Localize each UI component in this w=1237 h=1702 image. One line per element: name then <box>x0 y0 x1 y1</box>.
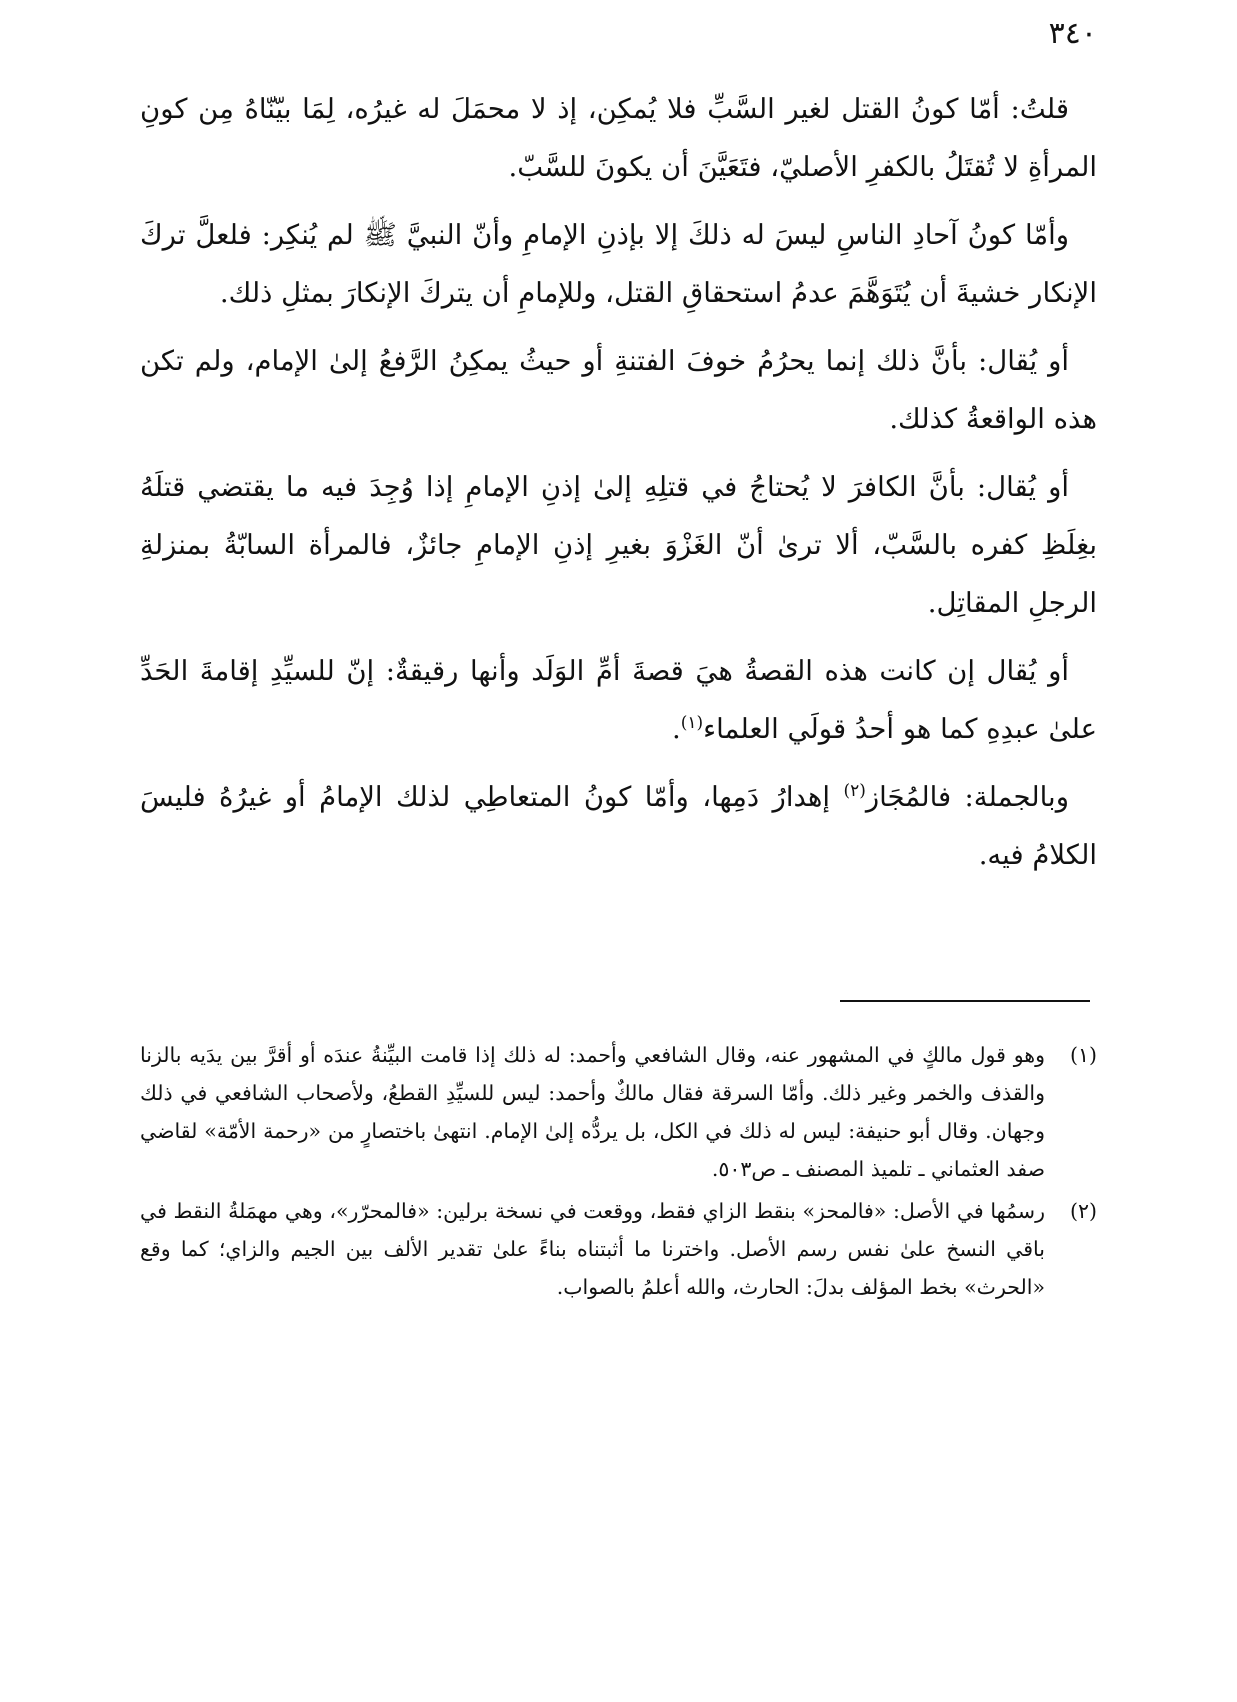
page-number: ٣٤٠ <box>1048 16 1097 51</box>
paragraph-text: وأمّا كونُ آحادِ الناسِ ليسَ له ذلكَ إلا بإذنِ الإمامِ وأنّ النبيَّ ﷺ لم يُنكِر: فلعلَّ تركَ الإنكار خشيةَ أن يُتَوَهَّمَ عدمُ استحقاقِ القتل، وللإمامِ أن يتركَ الإنكارَ بمثلِ ذلك. <box>140 219 1097 309</box>
paragraph-text: إهدارُ دَمِها، وأمّا كونُ المتعاطِي لذلك الإمامُ أو غيرُهُ فليسَ الكلامُ فيه. <box>140 781 1097 871</box>
paragraph <box>140 332 1097 448</box>
paragraph <box>140 80 1097 196</box>
footnote-marker: (٢) <box>1069 1199 1097 1223</box>
paragraph-text: أو يُقال إن كانت هذه القصةُ هيَ قصةَ أمِّ الوَلَد وأنها رقيقةٌ: إنّ للسيِّدِ إقامةَ الحَدِّ علىٰ عبدِهِ كما هو أحدُ قولَي العلماء <box>140 655 1097 745</box>
paragraph <box>140 206 1097 322</box>
footnote-text: وهو قول مالكٍ في المشهور عنه، وقال الشافعي وأحمد: له ذلك إذا قامت البيِّنةُ عندَه أو أقرَّ بين يدَيه بالزنا والقذف والخمر وغير ذلك. وأمّا السرقة فقال مالكٌ وأحمد: ليس للسيِّدِ القطعُ، ولأصحاب الشافعي في ذلك وجهان. وقال أبو حنيفة: ليس له ذلك في الكل، بل يردُّه إلىٰ الإمام. انتهىٰ باختصارٍ من «رحمة الأمّة» لقاضي صفد العثماني ـ تلميذ المصنف ـ ص٥٠٣. <box>140 1043 1045 1181</box>
footnote <box>140 1036 1097 1188</box>
footnotes <box>140 1036 1097 1310</box>
paragraph-text: قلتُ: أمّا كونُ القتل لغير السَّبِّ فلا يُمكِن، إذ لا محمَلَ له غيرُه، لِمَا بيّنّاهُ مِن كونِ المرأةِ لا تُقتَلُ بالكفرِ الأصليّ، فتَعَيَّنَ أن يكونَ للسَّبّ. <box>140 93 1097 183</box>
paragraph-text: . <box>671 713 681 745</box>
main-text <box>140 80 1097 894</box>
paragraph <box>140 642 1097 758</box>
paragraph-text: أو يُقال: بأنَّ الكافرَ لا يُحتاجُ في قتلِهِ إلىٰ إذنِ الإمامِ إذا وُجِدَ فيه ما يقتضي قتلَهُ بغِلَظِ كفره بالسَّبّ، ألا ترىٰ أنّ الغَزْوَ بغيرِ إذنِ الإمامِ جائزٌ، فالمرأة السابّةُ بمنزلةِ الرجلِ المقاتِل. <box>140 471 1097 619</box>
paragraph-text: وبالجملة: فالمُجَاز <box>865 781 1069 813</box>
footnote <box>140 1192 1097 1306</box>
paragraph <box>140 768 1097 884</box>
paragraph <box>140 458 1097 632</box>
footnote-divider <box>840 1000 1090 1002</box>
footnote-reference: (٢) <box>843 780 866 801</box>
paragraph-text: أو يُقال: بأنَّ ذلك إنما يحرُمُ خوفَ الفتنةِ أو حيثُ يمكِنُ الرَّفعُ إلىٰ الإمام، ولم تكن هذه الواقعةُ كذلك. <box>140 345 1097 435</box>
footnote-text: رسمُها في الأصل: «فالمحز» بنقط الزاي فقط، ووقعت في نسخة برلين: «فالمحرّر»، وهي مهمَلةُ النقط في باقي النسخ علىٰ نفس رسم الأصل. واخترنا ما أثبتناه بناءً علىٰ تقدير الألف بين الجيم والزاي؛ كما وقع «الحرث» بخط المؤلف بدلَ: الحارث، والله أعلمُ بالصواب. <box>140 1199 1045 1299</box>
footnote-reference: (١) <box>680 712 704 733</box>
footnote-marker: (١) <box>1069 1043 1097 1067</box>
